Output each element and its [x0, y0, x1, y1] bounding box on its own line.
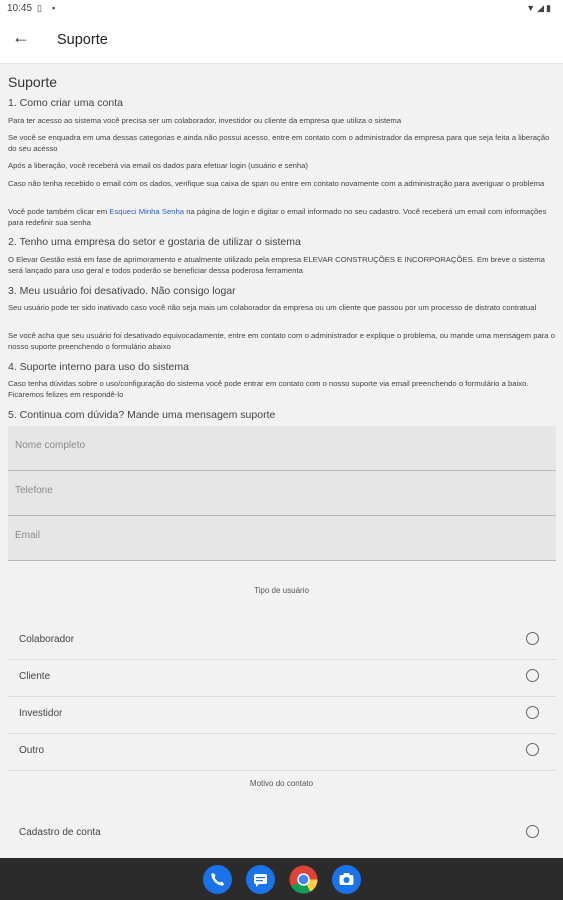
wifi-icon: ▼ [526, 3, 538, 13]
name-field[interactable] [8, 426, 556, 471]
section-4-title: 4. Suporte interno para uso do sistema [8, 361, 189, 373]
section-3-title: 3. Meu usuário foi desativado. Não consigo logar [8, 285, 236, 297]
section-2-title: 2. Tenho uma empresa do setor e gostaria de utilizar o sistema [8, 236, 301, 248]
app-bar [0, 18, 563, 64]
radio-option-label: Colaborador [19, 634, 75, 645]
section-1-paragraph: Se você se enquadra em uma dessas categorias e ainda não possui acesso, entre em contato com o administrador da empresa para que seja feita a liberação do seu acesso [8, 133, 550, 153]
section-5-title: 5. Continua com dúvida? Mande uma mensagem suporte [8, 409, 276, 421]
camera-icon[interactable] [332, 865, 361, 894]
radio-option-label: Investidor [19, 708, 63, 719]
user-type-label: Tipo de usuário [254, 586, 309, 595]
app-bar-title: Suporte [57, 32, 108, 48]
name-input[interactable] [15, 440, 515, 451]
status-bar [0, 0, 563, 18]
section-1-paragraph: Após a liberação, você receberá via email os dados para efetuar login (usuário e senha) [8, 161, 308, 170]
section-4-paragraph: Caso tenha dúvidas sobre o uso/configuração do sistema você pode entrar em contato com o nosso suporte via email preenchendo o formulário a baixo. Ficaremos felizes em respondê-lo [8, 379, 529, 399]
storage-icon: ▪ [52, 3, 56, 13]
contact-reason-label: Motivo do contato [249, 779, 314, 788]
email-input[interactable] [15, 530, 515, 541]
phone-input[interactable] [15, 485, 515, 496]
radio-option-cliente[interactable] [8, 659, 556, 697]
section-1-title: 1. Como criar uma conta [8, 97, 123, 109]
radio-option-label: Cadastro de conta [19, 827, 101, 838]
status-time: 10:45 [7, 3, 33, 14]
status-right-icons [526, 3, 553, 14]
radio-option-cadastro-de-conta[interactable] [8, 815, 556, 852]
radio-circle-icon[interactable] [526, 632, 539, 645]
section-1-paragraph-reset [8, 206, 556, 228]
reset-text-before: Você pode também clicar em [8, 207, 110, 216]
bottom-dock [0, 858, 563, 900]
radio-circle-icon[interactable] [526, 825, 539, 838]
support-content[interactable] [0, 64, 563, 858]
sim-icon: ▯ [37, 3, 42, 13]
email-field[interactable] [8, 516, 556, 561]
chrome-icon[interactable] [289, 865, 318, 894]
back-arrow-icon[interactable]: ← [12, 27, 30, 47]
radio-circle-icon[interactable] [526, 669, 539, 682]
radio-option-label: Cliente [19, 671, 51, 682]
page-heading: Suporte [8, 74, 58, 90]
radio-circle-icon[interactable] [526, 706, 539, 719]
radio-option-label: Outro [19, 745, 45, 756]
section-3-paragraph: Seu usuário pode ter sido inativado caso você não seja mais um colaborador da empresa ou um cliente que passou por um processo de distrato contratual [8, 303, 537, 312]
reset-text-after: na página de login e digitar o email informado no seu cadastro. Você receberá um email com informações para redefinir sua senha [8, 207, 547, 227]
forgot-password-link[interactable]: Esqueci Minha Senha [109, 207, 185, 216]
radio-option-outro[interactable] [8, 733, 556, 771]
phone-icon[interactable] [203, 865, 232, 894]
phone-field[interactable] [8, 471, 556, 516]
section-1-paragraph: Caso não tenha recebido o email com os dados, verifique sua caixa de span ou entre em contato novamente com a administração para averiguar o problema [8, 179, 545, 188]
radio-option-colaborador[interactable] [8, 622, 556, 660]
radio-option-investidor[interactable] [8, 696, 556, 734]
section-1-paragraph: Para ter acesso ao sistema você precisa ser um colaborador, investidor ou cliente da empresa que utiliza o sistema [8, 116, 402, 125]
messages-icon[interactable] [246, 865, 275, 894]
signal-icon: ◢ [537, 3, 547, 13]
section-3-paragraph: Se você acha que seu usuário foi desativado equivocadamente, entre em contato com o administrador e explique o problema, ou mande uma mensagem para o nosso suporte preenchendo o formulário abaixo [8, 331, 555, 351]
radio-circle-icon[interactable] [526, 743, 539, 756]
section-2-paragraph: O Elevar Gestão está em fase de aprimoramento e atualmente utilizado pela empresa ELEVAR CONSTRUÇÕES E INCORPORAÇÕES. Em breve o sistema será lançado para uso geral e todos poderão se beneficiar dessa poderosa ferramenta [8, 255, 545, 275]
battery-icon: ▮ [546, 3, 553, 13]
